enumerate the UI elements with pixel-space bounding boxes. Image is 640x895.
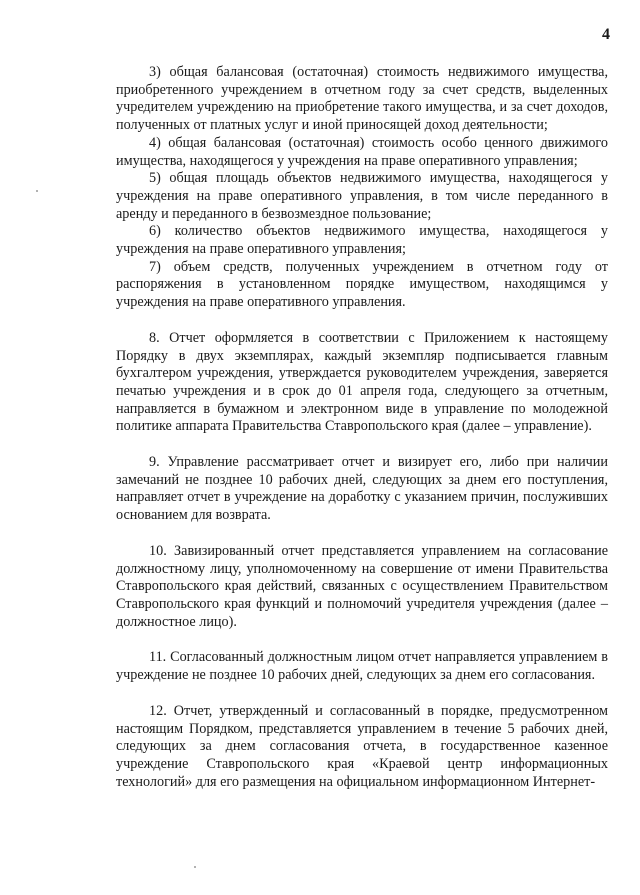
- document-body: [116, 64, 608, 791]
- paragraph-item-7: 7) объем средств, полученных учреждением в отчетном году от распоряжения в установленном порядке имуществом, находящимся у учреждения на праве оперативного управления.: [116, 258, 608, 311]
- paragraph-9: 9. Управление рассматривает отчет и визирует его, либо при наличии замечаний не позднее 10 рабочих дней, следующих за днем его поступления, направляет отчет в учреждение на доработку с указанием причин, послуживших основанием для возврата.: [116, 454, 608, 524]
- paragraph-10: 10. Завизированный отчет представляется управлением на согласование должностному лицу, уполномоченному на совершение от имени Правительства Ставропольского края действий, связанных с осуществлением Правительством Ставропольского края функций и полномочий учредителя учреждения (далее – должностное лицо).: [116, 542, 608, 630]
- scan-speck: [36, 190, 38, 192]
- paragraph-item-6: 6) количество объектов недвижимого имущества, находящегося у учреждения на праве оперативного управления;: [116, 223, 608, 258]
- scan-speck: [194, 866, 196, 868]
- paragraph-item-3: 3) общая балансовая (остаточная) стоимость недвижимого имущества, приобретенного учреждением в отчетном году за счет средств, выделенных учредителем учреждению на приобретение такого имущества, и за счет доходов, полученных от платных услуг и иной приносящей доход деятельности;: [116, 64, 608, 134]
- paragraph-item-4: 4) общая балансовая (остаточная) стоимость особо ценного движимого имущества, находящегося у учреждения на праве оперативного управления;: [116, 134, 608, 169]
- paragraph-12: 12. Отчет, утвержденный и согласованный в порядке, предусмотренном настоящим Порядком, представляется управлением в течение 5 рабочих дней, следующих за днем согласования отчета, в государственное казенное учреждение Ставропольского края «Краевой центр информационных технологий» для его размещения на официальном информационном Интернет-: [116, 702, 608, 790]
- paragraph-8: 8. Отчет оформляется в соответствии с Приложением к настоящему Порядку в двух экземплярах, каждый экземпляр подписывается главным бухгалтером учреждения, утверждается руководителем учреждения, заверяется печатью учреждения и в срок до 01 апреля года, следующего за отчетным, направляется в бумажном и электронном виде в управление по молодежной политике аппарата Правительства Ставропольского края (далее – управление).: [116, 329, 608, 435]
- page-number: 4: [602, 26, 610, 43]
- paragraph-item-5: 5) общая площадь объектов недвижимого имущества, находящегося у учреждения на праве оперативного управления, в том числе переданного в аренду и переданного в безвозмездное пользование;: [116, 170, 608, 222]
- paragraph-11: 11. Согласованный должностным лицом отчет направляется управлением в учреждение не позднее 10 рабочих дней, следующих за днем его согласования.: [116, 649, 608, 684]
